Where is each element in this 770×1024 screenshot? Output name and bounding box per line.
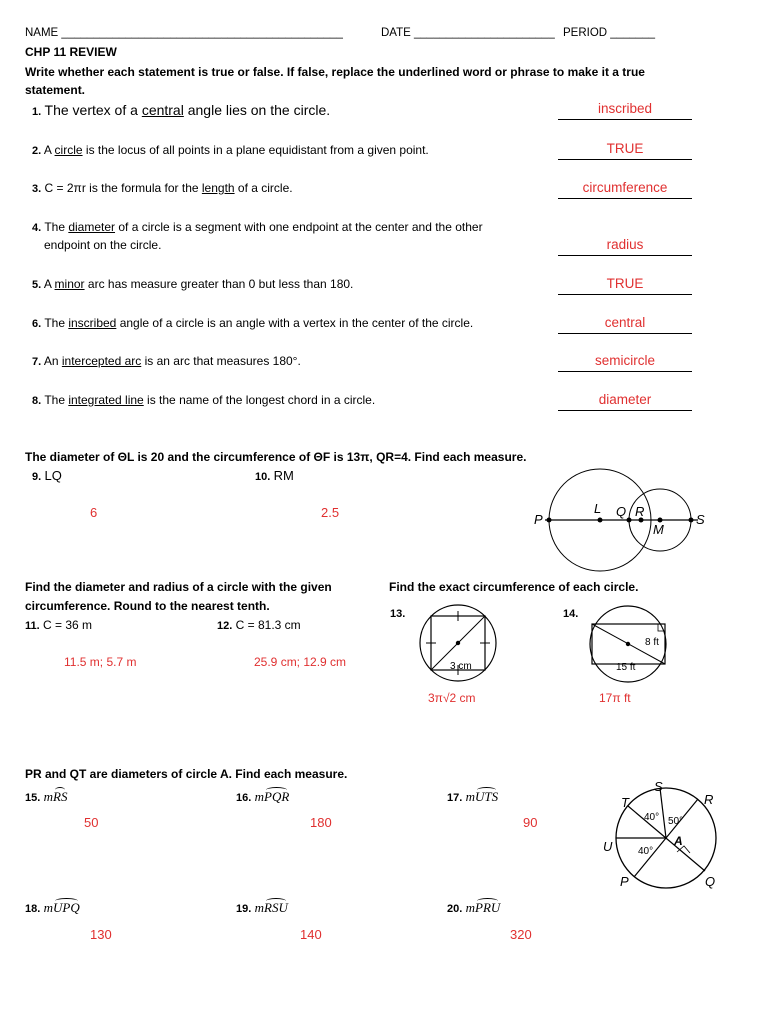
period-field-label: PERIOD _______ (563, 27, 656, 39)
answer-13: 3π√2 cm (428, 691, 476, 705)
answer-20: 320 (510, 927, 532, 942)
arc-name: RSU (264, 900, 288, 915)
item-text: An (43, 354, 62, 368)
circles-prompt: The diameter of ΘL is 20 and the circumference of ΘF is 13π, QR=4. Find each measure. (25, 450, 527, 464)
angle-label-2: 50° (668, 816, 684, 827)
question-15 (25, 789, 67, 805)
question-16 (236, 789, 289, 805)
item-number: 9. (32, 471, 42, 483)
width-label: 15 ft (616, 662, 636, 673)
item-text: The (44, 393, 69, 407)
tf-item-4 (32, 220, 483, 234)
item-text: is the name of the longest chord in a circle. (143, 393, 376, 407)
question-label: C = 81.3 cm (235, 618, 301, 632)
question-17 (447, 789, 498, 805)
measure-symbol: m (254, 789, 265, 804)
item-text: of a circle is a segment with one endpoint at the center and the other (115, 220, 483, 234)
question-12 (217, 618, 301, 632)
answer-18: 130 (90, 927, 112, 942)
tf-instructions: Write whether each statement is true or false. If false, replace the underlined word or phrase to make it a true (25, 65, 645, 79)
point-M-label: M (653, 522, 664, 537)
item-number: 6. (32, 318, 42, 330)
diam-prompt-2: circumference. Round to the nearest tenth. (25, 599, 270, 613)
point-L-label: L (594, 501, 602, 516)
item-number: 20. (447, 903, 463, 915)
item-number: 17. (447, 792, 463, 804)
diam-prompt-1: Find the diameter and radius of a circle with the given (25, 580, 332, 594)
worksheet-title: CHP 11 REVIEW (25, 45, 117, 59)
measure-symbol: m (254, 900, 265, 915)
point-S-label: S (696, 512, 705, 527)
measure-symbol: m (465, 900, 476, 915)
tf-item-2 (32, 143, 429, 157)
point-P-label: P (620, 874, 629, 889)
item-text: is the locus of all points in a plane equidistant from a given point. (82, 143, 429, 157)
point-S-label: S (654, 779, 663, 794)
point-R-label: R (635, 504, 645, 519)
arc-name: PQR (264, 789, 290, 804)
circle-rectangle-figure (580, 603, 680, 683)
answer-14: 17π ft (599, 691, 631, 705)
arc-name: UPQ (53, 900, 80, 915)
item-text: C = 2πr is the formula for the (44, 181, 202, 195)
question-14-number: 14. (563, 608, 579, 620)
question-18 (25, 900, 80, 916)
point-T-label: T (621, 795, 629, 810)
item-text: angle lies on the circle. (183, 102, 331, 118)
item-number: 18. (25, 903, 41, 915)
measure-symbol: m (43, 789, 54, 804)
item-number: 11. (25, 620, 40, 632)
item-number: 5. (32, 279, 42, 291)
answer-4: radius (558, 236, 692, 256)
item-number: 10. (255, 471, 271, 483)
arcs-prompt: PR and QT are diameters of circle A. Find each measure. (25, 767, 348, 781)
arc-name: RS (53, 789, 68, 804)
answer-1: inscribed (558, 100, 692, 120)
answer-19: 140 (300, 927, 322, 942)
item-text: A (43, 277, 55, 291)
item-number: 1. (32, 106, 42, 118)
item-text: The vertex of a (44, 102, 142, 118)
angle-label-1: 40° (644, 812, 660, 823)
tf-item-8 (32, 393, 375, 407)
answer-17: 90 (523, 815, 538, 830)
item-number: 7. (32, 356, 42, 368)
item-number: 3. (32, 183, 42, 195)
circle-square-figure (412, 603, 504, 683)
item-text: A (43, 143, 55, 157)
point-Q-label: Q (616, 504, 627, 519)
answer-12: 25.9 cm; 12.9 cm (254, 655, 347, 669)
question-11 (25, 618, 92, 632)
underlined-term: diameter (68, 220, 116, 234)
tf-item-4-cont: endpoint on the circle. (44, 238, 162, 252)
item-text: arc has measure greater than 0 but less than 180. (84, 277, 354, 291)
question-13-number: 13. (390, 608, 406, 620)
arc-name: PRU (475, 900, 501, 915)
item-number: 12. (217, 620, 233, 632)
measure-symbol: m (465, 789, 476, 804)
item-number: 2. (32, 145, 42, 157)
underlined-term: inscribed (68, 316, 117, 330)
answer-3: circumference (558, 179, 692, 199)
side-label: 3 cm (450, 661, 472, 672)
item-number: 8. (32, 395, 42, 407)
name-field-label: NAME ____________________________________________ (25, 27, 343, 39)
underlined-term: length (201, 181, 235, 195)
item-text: is an arc that measures 180°. (141, 354, 301, 368)
answer-5: TRUE (558, 275, 692, 295)
arc-name: UTS (475, 789, 499, 804)
tf-item-6 (32, 316, 473, 330)
underlined-term: integrated line (68, 393, 144, 407)
point-P-label: P (534, 512, 543, 527)
item-text: The (44, 220, 69, 234)
answer-7: semicircle (558, 352, 692, 372)
item-text: The (44, 316, 69, 330)
question-9 (32, 468, 62, 483)
question-label: RM (273, 468, 294, 483)
item-number: 19. (236, 903, 252, 915)
answer-8: diameter (558, 391, 692, 411)
tf-instructions-cont: statement. (25, 83, 86, 97)
question-10 (255, 468, 294, 483)
point-R-label: R (704, 792, 714, 807)
question-19 (236, 900, 288, 916)
exact-prompt: Find the exact circumference of each circle. (389, 580, 639, 594)
item-text: of a circle. (234, 181, 293, 195)
tf-item-7 (32, 354, 301, 368)
underlined-term: circle (54, 143, 83, 157)
height-label: 8 ft (645, 637, 659, 648)
question-label: LQ (44, 468, 62, 483)
measure-symbol: m (43, 900, 54, 915)
underlined-term: central (141, 102, 184, 118)
underlined-term: intercepted arc (61, 354, 142, 368)
tf-item-5 (32, 277, 353, 291)
center-A-label: A (674, 834, 683, 848)
item-number: 16. (236, 792, 252, 804)
answer-10: 2.5 (321, 505, 340, 520)
angle-label-3: 40° (638, 846, 654, 857)
two-circles-figure (530, 468, 715, 578)
answer-15: 50 (84, 815, 99, 830)
question-20 (447, 900, 500, 916)
point-Q-label: Q (705, 874, 716, 889)
answer-11: 11.5 m; 5.7 m (64, 655, 137, 669)
date-field-label: DATE ______________________ (381, 27, 555, 39)
answer-9: 6 (90, 505, 98, 520)
answer-2: TRUE (558, 140, 692, 160)
tf-item-3 (32, 181, 293, 195)
answer-16: 180 (310, 815, 332, 830)
question-label: C = 36 m (43, 618, 93, 632)
item-text: angle of a circle is an angle with a vertex in the center of the circle. (116, 316, 474, 330)
circle-a-figure (598, 776, 728, 896)
answer-6: central (558, 314, 692, 334)
item-number: 15. (25, 792, 41, 804)
item-number: 4. (32, 222, 42, 234)
point-U-label: U (603, 839, 613, 854)
underlined-term: minor (54, 277, 85, 291)
tf-item-1 (32, 102, 330, 118)
